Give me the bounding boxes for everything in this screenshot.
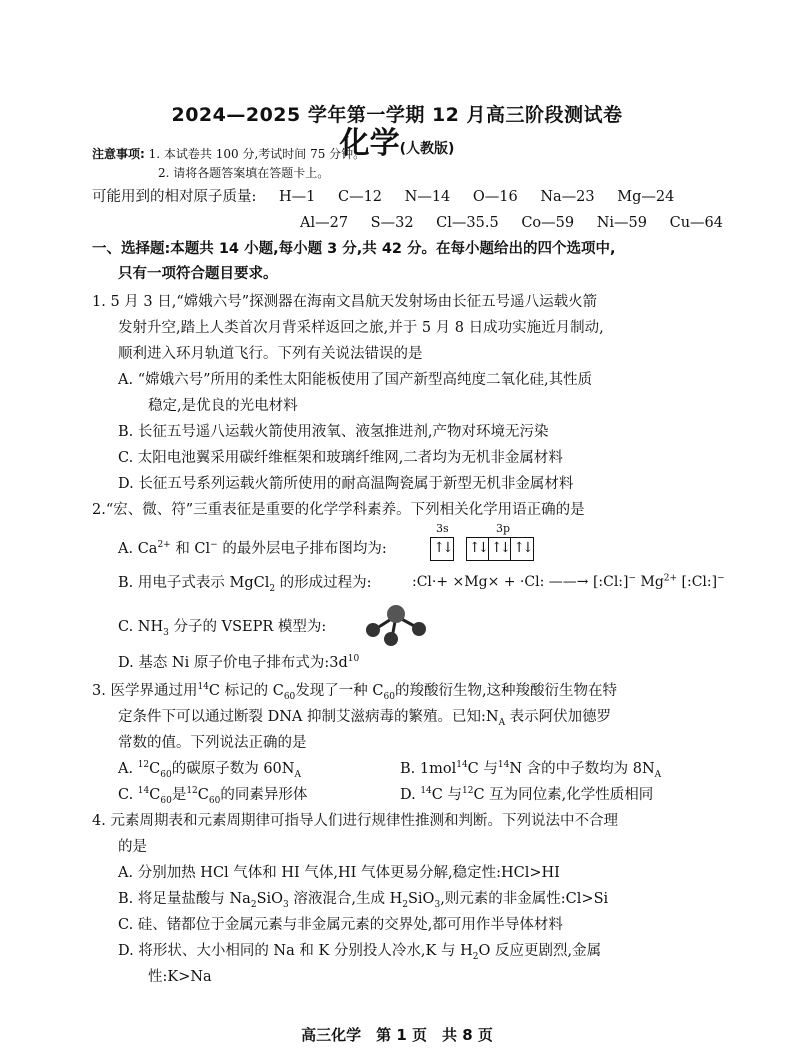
- q1-option-d: D. 长征五号系列运载火箭所使用的耐高温陶瓷属于新型无机非金属材料: [118, 476, 574, 492]
- orbital-box-3s: [430, 537, 454, 561]
- q4-option-d: [118, 940, 601, 962]
- q2-option-b-text: 的形成过程为:: [275, 575, 372, 591]
- q2-option-c-text: C. NH: [118, 619, 164, 635]
- q1-stem-line: 1. 5 月 3 日,“嫦娥六号”探测器在海南文昌航天发射场由长征五号遥八运载火箭: [92, 294, 598, 310]
- q4-stem-line: 的是: [118, 839, 147, 855]
- mass-item: Cu—64: [669, 215, 723, 231]
- superscript: 12: [137, 760, 150, 771]
- superscript: 2+: [663, 573, 678, 584]
- subscript: 2: [269, 583, 276, 594]
- q3-option-a: [118, 758, 301, 780]
- orbital-label-3p: 3p: [496, 522, 511, 535]
- subscript: 2: [472, 951, 479, 962]
- mass-item: Ni—59: [596, 215, 647, 231]
- superscript: 14: [137, 786, 150, 797]
- q1-stem-line: 顺利进入环月轨道飞行。下列有关说法错误的是: [118, 346, 423, 362]
- exam-title: 2024—2025 学年第一学期 12 月高三阶段测试卷: [171, 104, 623, 126]
- mass-item: H—1: [279, 189, 316, 205]
- lewis-magnesium: Mg: [640, 574, 664, 590]
- mass-item: S—32: [370, 215, 414, 231]
- superscript: 14: [197, 682, 209, 693]
- subscript: A: [498, 717, 506, 728]
- mass-item: Co—59: [521, 215, 575, 231]
- subject-name: 化学: [339, 126, 400, 161]
- mass-item: C—12: [337, 189, 383, 205]
- atomic-masses-row-2: [300, 212, 741, 234]
- q4-text: O 反应更剧烈,金属: [478, 943, 602, 959]
- q2-option-c: [118, 616, 326, 638]
- q4-text: SiO: [407, 891, 435, 907]
- subscript: 3: [434, 899, 441, 910]
- q4-text: 溶液混合,生成 H: [288, 891, 403, 907]
- q3-text: 定条件下可以通过断裂 DNA 抑制艾滋病毒的繁殖。已知:N: [118, 709, 499, 725]
- q3-text: 发现了一种 C: [295, 683, 384, 699]
- q2-option-a-text: 和 Cl: [170, 541, 211, 557]
- q3-text: B. 1mol: [400, 761, 457, 777]
- q3-text: 的羧酸衍生物,这种羧酸衍生物在特: [394, 683, 618, 699]
- page-footer: 高三化学 第 1 页 共 8 页: [301, 1026, 493, 1044]
- q2-option-b-text: B. 用电子式表示 MgCl: [118, 575, 270, 591]
- superscript: 12: [462, 786, 474, 797]
- section-heading-cont: 只有一项符合题目要求。: [118, 266, 278, 282]
- q3-text: A.: [118, 761, 138, 777]
- q2-stem: 2.“宏、微、符”三重表征是重要的化学学科素养。下列相关化学用语正确的是: [92, 502, 585, 518]
- mass-item: O—16: [472, 189, 518, 205]
- lewis-formation-equation: [412, 574, 725, 590]
- lewis-chloride: [:Cl:]: [681, 574, 718, 590]
- q2-option-d: [118, 652, 359, 674]
- electron-pair: ↑↓: [513, 540, 531, 556]
- q1-option-b: B. 长征五号遥八运载火箭使用液氧、液氢推进剂,产物对环境无污染: [118, 424, 549, 440]
- q3-stem-line: [118, 706, 611, 728]
- q2-option-c-text: 分子的 VSEPR 模型为:: [168, 619, 327, 635]
- section-heading: 一、选择题:本题共 14 小题,每小题 3 分,共 42 分。在每小题给出的四个选项中,: [92, 241, 616, 257]
- q4-stem-line: 4. 元素周期表和元素周期律可指导人们进行规律性推测和判断。下列说法中不合理: [92, 813, 618, 829]
- q3-stem-line: 常数的值。下列说法正确的是: [118, 735, 307, 751]
- electron-pair: ↑↓: [489, 538, 511, 560]
- mass-item: Cl—35.5: [436, 215, 499, 231]
- orbital-box-3p: [466, 537, 534, 561]
- subscript: A: [654, 769, 662, 780]
- superscript: 2+: [157, 540, 171, 551]
- atomic-masses-label: 可能用到的相对原子质量:: [92, 189, 257, 205]
- notice-item-2: 2. 请将各题答案填在答题卡上。: [158, 166, 330, 180]
- superscript: 14: [420, 786, 432, 797]
- subscript: 2: [250, 899, 257, 910]
- edition-label: (人教版): [399, 141, 455, 157]
- q4-text: D. 将形状、大小相同的 Na 和 K 分别投人冷水,K 与 H: [118, 943, 473, 959]
- superscript: −: [210, 540, 218, 551]
- subscript: 60: [208, 795, 221, 806]
- q4-option-c: C. 硅、锗都位于金属元素与非金属元素的交界处,都可用作半导体材料: [118, 917, 563, 933]
- subscript: A: [294, 769, 301, 780]
- subscript: 3: [163, 627, 169, 638]
- lewis-reactants: :Cl·+ ×Mg× + ·Cl:: [412, 574, 545, 590]
- q4-text: SiO: [256, 891, 284, 907]
- q3-text: C: [149, 761, 161, 777]
- q3-text: C 互为同位素,化学性质相同: [473, 787, 654, 803]
- notice-item-1: 1. 本试卷共 100 分,考试时间 75 分钟。: [148, 147, 366, 161]
- vsepr-model-image: [360, 602, 430, 648]
- q2-option-a-text: 的最外层电子排布图均为:: [217, 541, 387, 557]
- q3-text: D.: [400, 787, 421, 803]
- q4-option-a: A. 分别加热 HCl 气体和 HI 气体,HI 气体更易分解,稳定性:HCl>HI: [118, 865, 560, 881]
- q2-option-a: [118, 538, 387, 560]
- superscript: 14: [456, 760, 468, 771]
- q3-text: 表示阿伏加德罗: [505, 709, 612, 725]
- superscript: −: [717, 573, 725, 584]
- subscript: 60: [283, 691, 296, 702]
- q3-text: C 标记的 C: [208, 683, 284, 699]
- superscript: −: [628, 573, 637, 584]
- subscript: 3: [283, 899, 289, 910]
- q4-text: B. 将足量盐酸与 Na: [118, 891, 251, 907]
- q1-option-a: A. “嫦娥六号”所用的柔性太阳能板使用了国产新型高纯度二氧化硅,其性质: [118, 372, 593, 388]
- q3-option-d: [400, 784, 653, 806]
- orbital-label-3s: 3s: [436, 522, 449, 535]
- lewis-chloride: [:Cl:]: [592, 574, 629, 590]
- q4-text: ,则元素的非金属性:Cl>Si: [440, 891, 609, 907]
- q1-option-c: C. 太阳电池翼采用碳纤维框架和玻璃纤维网,二者均为无机非金属材料: [118, 450, 563, 466]
- q3-text: 的同素异形体: [220, 787, 308, 803]
- mass-item: Al—27: [300, 215, 349, 231]
- reaction-arrow: ——→: [548, 574, 589, 590]
- subscript: 2: [402, 899, 408, 910]
- q2-option-d-text: D. 基态 Ni 原子价电子排布式为:3d: [118, 655, 348, 671]
- subscript: 60: [383, 691, 395, 702]
- mass-item: N—14: [404, 189, 451, 205]
- electron-pair: ↑↓: [433, 540, 451, 556]
- q3-text: C 与: [431, 787, 462, 803]
- q1-option-a-cont: 稳定,是优良的光电材料: [148, 398, 298, 414]
- q3-text: 的碳原子数为 60N: [171, 761, 295, 777]
- electron-pair: ↑↓: [467, 538, 489, 560]
- q3-text: C: [149, 787, 161, 803]
- superscript: 10: [347, 654, 360, 665]
- notice-label: 注意事项:: [92, 147, 145, 161]
- q3-stem-line: [92, 680, 617, 702]
- q3-text: N 含的中子数均为 8N: [509, 761, 655, 777]
- q4-option-b: [118, 888, 608, 910]
- q3-text: 是: [171, 787, 187, 803]
- q3-option-c: [118, 784, 307, 806]
- q2-option-a-text: A. Ca: [118, 541, 158, 557]
- superscript: 14: [497, 760, 510, 771]
- q3-text: C 与: [467, 761, 498, 777]
- q4-option-d-cont: 性:K>Na: [148, 969, 212, 985]
- subscript: 60: [160, 769, 172, 780]
- subscript: 60: [160, 795, 172, 806]
- q2-option-b: [118, 572, 372, 594]
- q1-stem-line: 发射升空,踏上人类首次月背采样返回之旅,并于 5 月 8 日成功实施近月制动,: [118, 320, 604, 336]
- q3-option-b: [400, 758, 661, 780]
- q3-text: C: [197, 787, 209, 803]
- q3-text: C.: [118, 787, 138, 803]
- atomic-masses-row-1: [92, 186, 692, 208]
- mass-item: Na—23: [540, 189, 595, 205]
- mass-item: Mg—24: [617, 189, 675, 205]
- superscript: 12: [186, 786, 198, 797]
- q3-text: 3. 医学界通过用: [92, 683, 198, 699]
